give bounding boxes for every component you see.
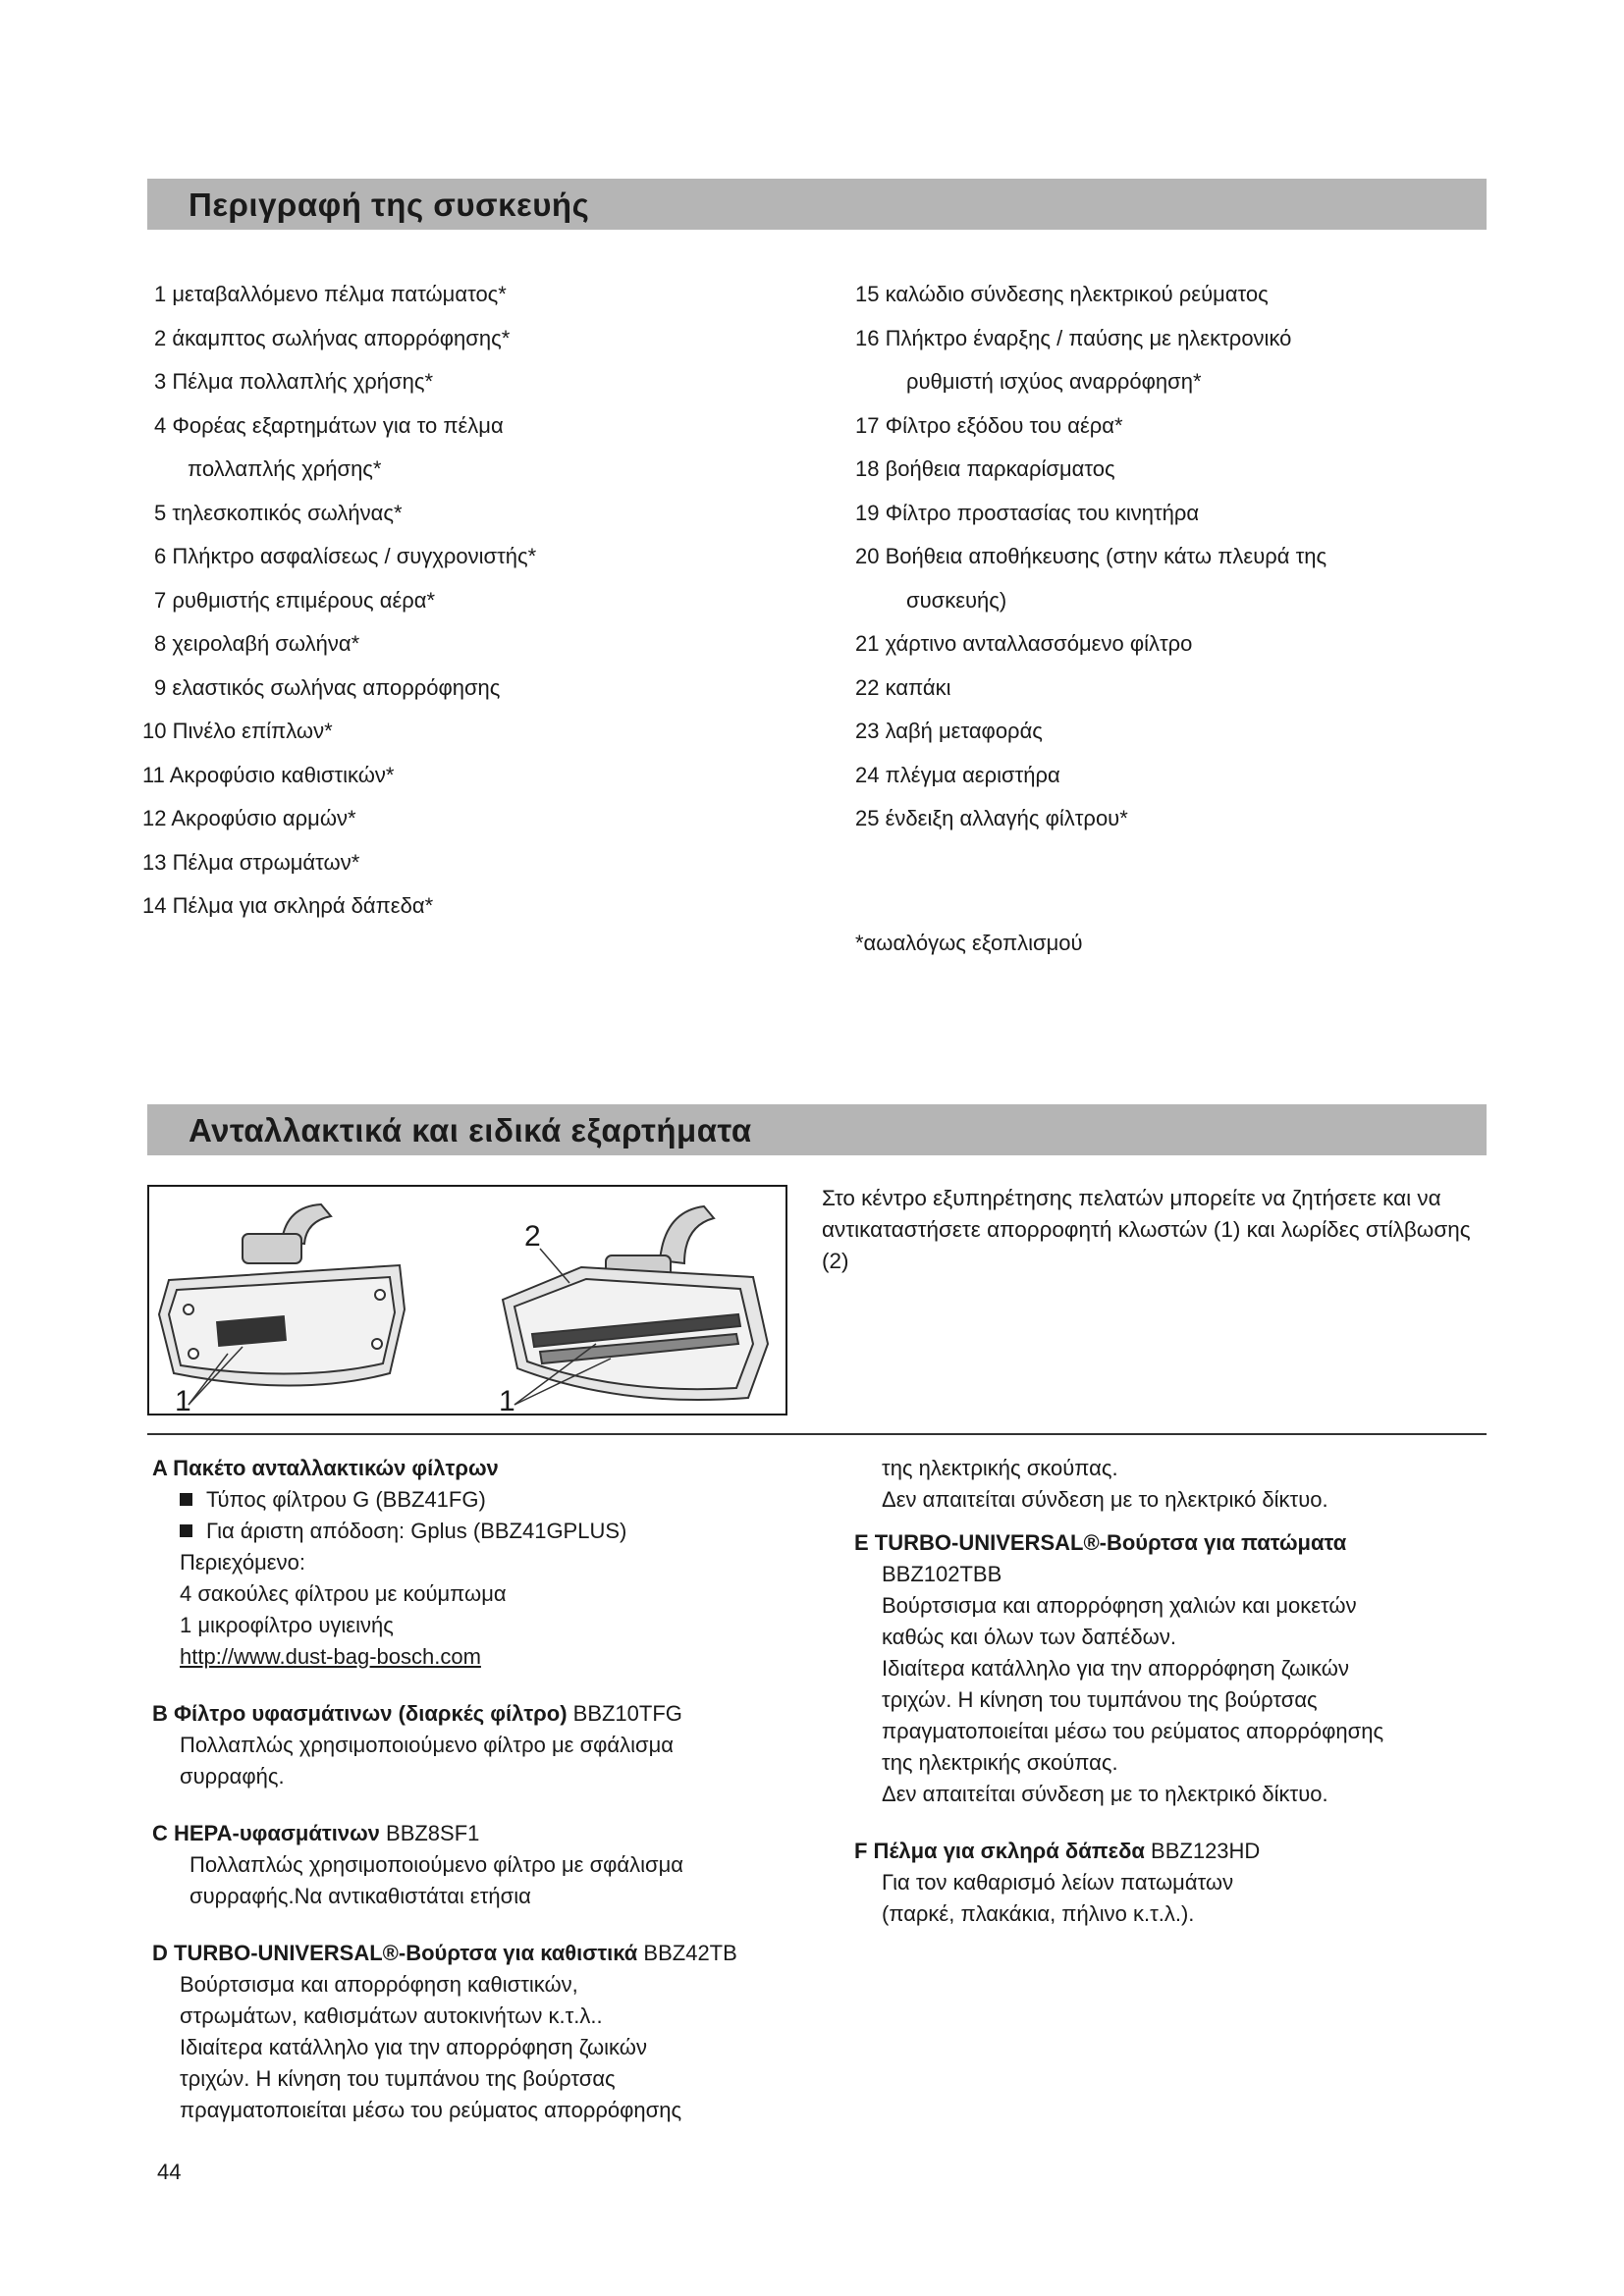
list-item: ρυθμιστή ισχύος αναρρόφηση* — [906, 369, 1202, 394]
list-item: 5 τηλεσκοπικός σωλήνας* — [154, 500, 403, 525]
list-item: 17 Φίλτρο εξόδου του αέρα* — [855, 412, 1123, 438]
accessory-a-contents-label: Περιεχόμενο: — [180, 1550, 305, 1575]
nozzle-drawing — [149, 1187, 785, 1414]
divider — [147, 1433, 1487, 1435]
accessory-a-title: A Πακέτο ανταλλακτικών φίλτρων — [152, 1456, 499, 1480]
square-bullet-icon — [180, 1524, 192, 1537]
label-1-left: 1 — [175, 1385, 191, 1414]
list-item: 7 ρυθμιστής επιμέρους αέρα* — [154, 587, 436, 613]
list-item: 25 ένδειξη αλλαγής φίλτρου* — [855, 806, 1128, 830]
list-item: 1 μεταβαλλόμενο πέλμα πατώματος* — [154, 282, 507, 306]
square-bullet-icon — [180, 1493, 192, 1506]
accessory-b-text: Πολλαπλώς χρησιμοποιούμενο φίλτρο με σφάλισμα — [180, 1733, 675, 1757]
accessory-a-bullet: Τύπος φίλτρου G (BBZ41FG) — [152, 1484, 800, 1516]
list-item: 2 άκαμπτος σωλήνας απορρόφησης* — [154, 325, 511, 350]
list-item: 11 Ακροφύσιο καθιστικών* — [142, 762, 395, 787]
accessory-e-title: E TURBO-UNIVERSAL®-Βούρτσα για πατώματα — [854, 1530, 1347, 1555]
list-item: 4 Φορέας εξαρτημάτων για το πέλμα — [154, 412, 504, 438]
accessory-e-text: πραγματοποιείται μέσω του ρεύματος απορρόφησης — [882, 1719, 1384, 1743]
accessory-d-text: στρωμάτων, καθισμάτων αυτοκινήτων κ.τ.λ.. — [180, 2003, 603, 2028]
section-header-description — [147, 179, 1487, 230]
parts-list-left — [142, 273, 537, 929]
service-intro-text: Στο κέντρο εξυπηρέτησης πελατών μπορείτε να ζητήσετε και να αντικαταστήσετε απορροφητή κλωστών (1) και λωρίδες στίλβωσης (2) — [822, 1186, 1471, 1273]
accessory-e-text: Δεν απαιτείται σύνδεση με το ηλεκτρικό δίκτυο. — [882, 1782, 1328, 1806]
list-item: συσκευής) — [906, 587, 1007, 613]
accessory-c-heading: C HEPA-υφασμάτινων BBZ8SF1 — [152, 1821, 480, 1845]
list-item: 12 Ακροφύσιο αρμών* — [142, 806, 356, 830]
accessory-d-text: της ηλεκτρικής σκούπας. — [882, 1456, 1118, 1480]
list-item: 23 λαβή μεταφοράς — [855, 719, 1043, 743]
accessory-d-text: τριχών. Η κίνηση του τυμπάνου της βούρτσας — [180, 2066, 616, 2091]
label-2-right: 2 — [524, 1220, 541, 1253]
list-item: 6 Πλήκτρο ασφαλίσεως / συγχρονιστής* — [154, 544, 537, 568]
accessory-f-text: (παρκέ, πλακάκια, πήλινο κ.τ.λ.). — [882, 1901, 1195, 1926]
list-item: 3 Πέλμα πολλαπλής χρήσης* — [154, 369, 434, 394]
accessory-d-heading: D TURBO-UNIVERSAL®-Βούρτσα για καθιστικά BBZ42TB — [152, 1941, 737, 1965]
accessory-a-contents: 1 μικροφίλτρο υγιεινής — [180, 1613, 394, 1637]
list-item: 24 πλέγμα αεριστήρα — [855, 762, 1060, 787]
section-title: Περιγραφή της συσκευής — [189, 187, 590, 223]
accessories-left-column — [152, 1453, 800, 2126]
list-item: 13 Πέλμα στρωμάτων* — [142, 849, 360, 875]
list-item: 21 χάρτινο ανταλλασσόμενο φίλτρο — [855, 631, 1193, 656]
accessory-e-text: της ηλεκτρικής σκούπας. — [882, 1750, 1118, 1775]
accessory-c-text: συρραφής.Να αντικαθιστάται ετήσια — [189, 1884, 531, 1908]
list-item: 18 βοήθεια παρκαρίσματος — [855, 456, 1115, 481]
label-1-right: 1 — [499, 1385, 515, 1414]
accessory-f-text: Για τον καθαρισμό λείων πατωμάτων — [882, 1870, 1234, 1895]
accessory-e-text: Βούρτσισμα και απορρόφηση χαλιών και μοκετών — [882, 1593, 1357, 1618]
accessory-e-text: Ιδιαίτερα κατάλληλο για την απορρόφηση ζωικών — [882, 1656, 1349, 1681]
accessory-c-text: Πολλαπλώς χρησιμοποιούμενο φίλτρο με σφάλισμα — [189, 1852, 684, 1877]
list-item: 15 καλώδιο σύνδεσης ηλεκτρικού ρεύματος — [855, 282, 1269, 306]
list-item: 9 ελαστικός σωλήνας απορρόφησης — [154, 674, 501, 700]
parts-list-right — [855, 273, 1326, 841]
accessory-d-text: Ιδιαίτερα κατάλληλο για την απορρόφηση ζωικών — [180, 2035, 647, 2059]
accessory-b-text: συρραφής. — [180, 1764, 285, 1789]
footnote: *αωαλόγως εξοπλισμού — [855, 931, 1083, 955]
floor-nozzle-underside-left — [159, 1204, 405, 1386]
list-item: 8 χειρολαβή σωλήνα* — [154, 631, 360, 656]
accessory-e-code: BBZ102TBB — [882, 1562, 1002, 1586]
list-item: 10 Πινέλο επίπλων* — [142, 719, 333, 743]
list-item: 20 Βοήθεια αποθήκευσης (στην κάτω πλευρά της — [855, 544, 1327, 568]
nozzle-illustration — [147, 1185, 787, 1415]
list-item: 14 Πέλμα για σκληρά δάπεδα* — [142, 893, 434, 918]
accessory-a-bullet: Για άριστη απόδοση: Gplus (BBZ41GPLUS) — [152, 1516, 800, 1547]
accessories-right-column — [854, 1453, 1502, 1930]
accessory-e-text: τριχών. Η κίνηση του τυμπάνου της βούρτσας — [882, 1687, 1318, 1712]
accessory-b-heading: B Φίλτρο υφασμάτινων (διαρκές φίλτρο) BBZ10TFG — [152, 1701, 682, 1726]
accessory-d-text: Δεν απαιτείται σύνδεση με το ηλεκτρικό δίκτυο. — [882, 1487, 1328, 1512]
floor-nozzle-underside-right — [503, 1206, 768, 1400]
list-item: πολλαπλής χρήσης* — [188, 456, 382, 481]
accessory-e-text: καθώς και όλων των δαπέδων. — [882, 1625, 1176, 1649]
dust-bag-link[interactable]: http://www.dust-bag-bosch.com — [180, 1644, 481, 1669]
list-item: 19 Φίλτρο προστασίας του κινητήρα — [855, 500, 1200, 525]
accessory-d-text: Βούρτσισμα και απορρόφηση καθιστικών, — [180, 1972, 578, 1997]
section-header-accessories — [147, 1104, 1487, 1155]
accessory-f-heading: F Πέλμα για σκληρά δάπεδα BBZ123HD — [854, 1839, 1261, 1863]
page-number: 44 — [157, 2160, 182, 2184]
list-item: 22 καπάκι — [855, 674, 951, 700]
list-item: 16 Πλήκτρο έναρξης / παύσης με ηλεκτρονικό — [855, 325, 1292, 350]
section-title: Ανταλλακτικά και ειδικά εξαρτήματα — [189, 1112, 752, 1148]
accessory-a-contents: 4 σακούλες φίλτρου με κούμπωμα — [180, 1581, 507, 1606]
accessory-d-text: πραγματοποιείται μέσω του ρεύματος απορρόφησης — [180, 2098, 682, 2122]
